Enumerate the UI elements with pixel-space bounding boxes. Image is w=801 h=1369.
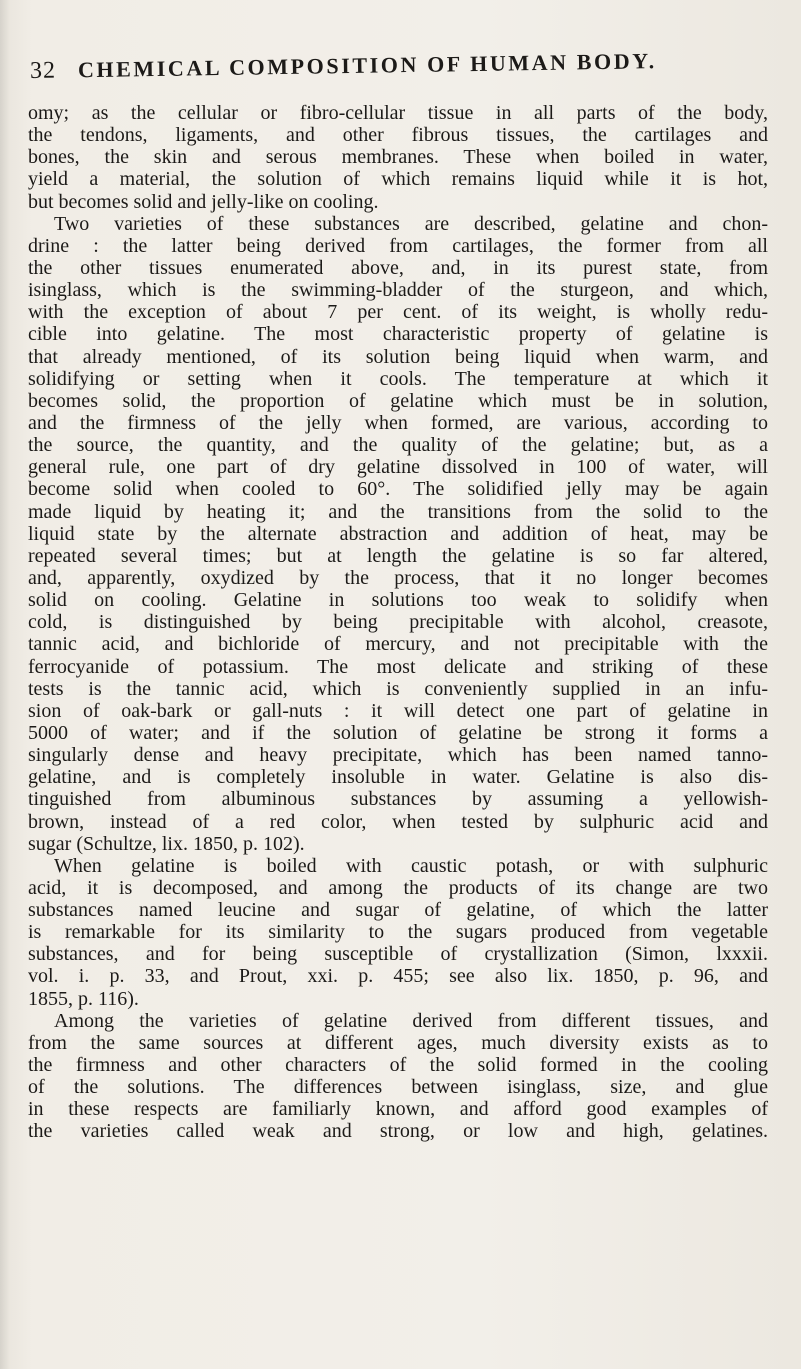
text-line: vol. i. p. 33, and Prout, xxi. p. 455; see also lix. 1850, p. 96, and: [28, 965, 768, 988]
text-line: When gelatine is boiled with caustic potash, or with sulphuric: [54, 854, 768, 877]
text-line: but becomes solid and jelly-like on cooling.: [28, 190, 379, 213]
text-line: of the solutions. The differences between isinglass, size, and glue: [28, 1076, 768, 1099]
running-head-title: CHEMICAL COMPOSITION OF HUMAN BODY.: [77, 48, 657, 83]
text-line: liquid state by the alternate abstraction and addition of heat, may be: [28, 522, 768, 545]
text-line: the tendons, ligaments, and other fibrous tissues, the cartilages and: [28, 124, 768, 147]
text-line: and the firmness of the jelly when formed, are various, according to: [28, 411, 768, 434]
text-line: general rule, one part of dry gelatine dissolved in 100 of water, will: [28, 456, 768, 479]
text-line: ferrocyanide of potassium. The most delicate and striking of these: [28, 655, 768, 678]
text-line: and, apparently, oxydized by the process, that it no longer becomes: [28, 566, 768, 589]
text-line: the varieties called weak and strong, or low and high, gelatines.: [28, 1120, 768, 1143]
text-line: substances named leucine and sugar of gelatine, of which the latter: [28, 899, 768, 922]
text-line: 5000 of water; and if the solution of gelatine be strong it forms a: [28, 721, 768, 744]
text-line: with the exception of about 7 per cent. of its weight, is wholly redu-: [28, 301, 768, 324]
text-line: acid, it is decomposed, and among the products of its change are two: [28, 876, 768, 899]
text-line: bones, the skin and serous membranes. These when boiled in water,: [28, 146, 768, 169]
text-line: tests is the tannic acid, which is conveniently supplied in an infu-: [28, 677, 768, 700]
gutter-shadow: [0, 0, 10, 1369]
text-line: Two varieties of these substances are described, gelatine and chon-: [54, 212, 768, 235]
text-line: the firmness and other characters of the solid formed in the cooling: [28, 1054, 768, 1077]
text-line: isinglass, which is the swimming-bladder of the sturgeon, and which,: [28, 279, 768, 302]
text-line: tannic acid, and bichloride of mercury, and not precipitable with the: [28, 633, 768, 656]
text-line: gelatine, and is completely insoluble in water. Gelatine is also dis-: [28, 766, 768, 789]
text-line: that already mentioned, of its solution being liquid when warm, and: [28, 345, 768, 368]
text-line: from the same sources at different ages, much diversity exists as to: [28, 1031, 768, 1054]
body-text: [28, 102, 768, 1143]
text-line: the source, the quantity, and the quality of the gelatine; but, as a: [28, 434, 768, 457]
text-line: substances, and for being susceptible of crystallization (Simon, lxxxii.: [28, 943, 768, 966]
text-line: in these respects are familiarly known, and afford good examples of: [28, 1098, 768, 1121]
text-line: cible into gelatine. The most characteristic property of gelatine is: [28, 323, 768, 346]
text-line: sugar (Schultze, lix. 1850, p. 102).: [28, 832, 305, 855]
text-line: is remarkable for its similarity to the sugars produced from vegetable: [28, 921, 768, 944]
text-line: solid on cooling. Gelatine in solutions too weak to solidify when: [28, 589, 768, 612]
text-line: singularly dense and heavy precipitate, which has been named tanno-: [28, 744, 768, 767]
page-number: 32: [29, 57, 57, 84]
text-line: omy; as the cellular or fibro-cellular tissue in all parts of the body,: [28, 102, 768, 124]
text-line: drine : the latter being derived from cartilages, the former from all: [28, 234, 768, 257]
text-line: sion of oak-bark or gall-nuts : it will detect one part of gelatine in: [28, 699, 768, 722]
text-line: repeated several times; but at length the gelatine is so far altered,: [28, 544, 768, 567]
text-line: become solid when cooled to 60°. The solidified jelly may be again: [28, 478, 768, 501]
text-line: cold, is distinguished by being precipitable with alcohol, creasote,: [28, 611, 768, 634]
text-line: Among the varieties of gelatine derived from different tissues, and: [54, 1009, 768, 1032]
text-line: brown, instead of a red color, when tested by sulphuric acid and: [28, 810, 768, 833]
text-line: solidifying or setting when it cools. The temperature at which it: [28, 367, 768, 390]
text-line: the other tissues enumerated above, and, in its purest state, from: [28, 256, 768, 279]
text-line: made liquid by heating it; and the transitions from the solid to the: [28, 500, 768, 523]
text-line: yield a material, the solution of which remains liquid while it is hot,: [28, 168, 768, 191]
running-head: [30, 46, 790, 88]
text-line: tinguished from albuminous substances by assuming a yellowish-: [28, 788, 768, 811]
text-line: becomes solid, the proportion of gelatine which must be in solution,: [28, 389, 768, 412]
text-line: 1855, p. 116).: [28, 987, 139, 1010]
